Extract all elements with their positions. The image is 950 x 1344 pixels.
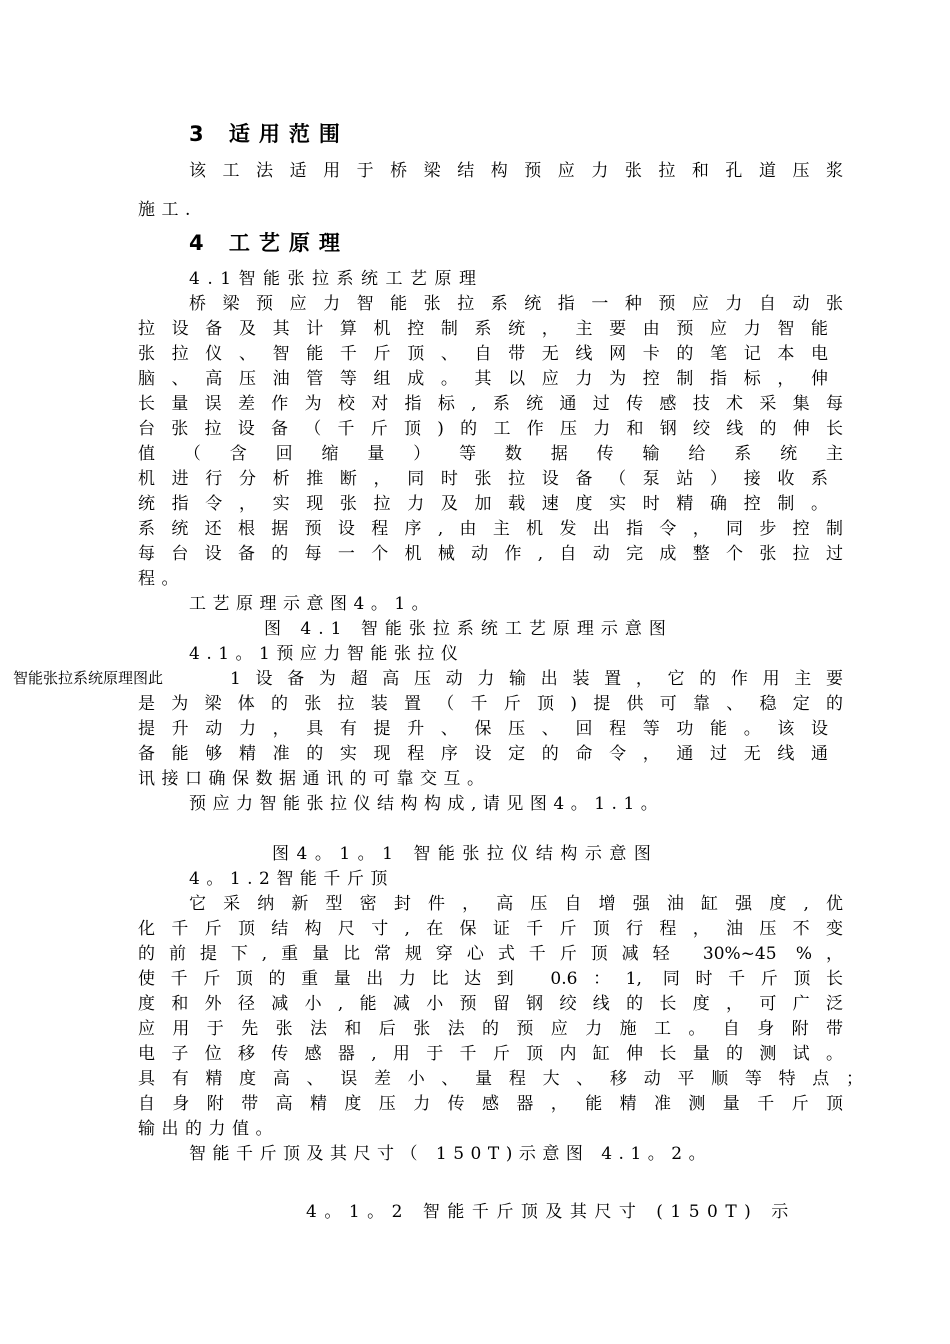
paragraph-line: 应用于先张法和后张法的预应力施工。自身附带 (138, 1019, 843, 1039)
section-3-paragraph-line: 该工法适用于桥梁结构预应力张拉和孔道压浆 (189, 161, 843, 181)
paragraph-line: 自身附带高精度压力传感器，能精准测量千斤顶 (138, 1094, 843, 1114)
paragraph-line: 拉设备及其计算机控制系统，主要由预应力智能 (138, 319, 828, 339)
paragraph-line: 桥梁预应力智能张拉系统指一种预应力自动张 (189, 294, 843, 314)
paragraph-line: 电子位移传感器,用于千斤顶内缸伸长量的测试。 (138, 1044, 843, 1064)
paragraph-line: 使千斤顶的重量出力比达到 0.6：1, 同时千斤顶长 (138, 969, 843, 989)
section-3-heading: 3 适用范围 (189, 122, 349, 146)
subsection-4-1-2-heading: 4。1.2智能千斤顶 (189, 869, 394, 889)
paragraph-line: 统指令，实现张拉力及加载速度实时精确控制。 (138, 494, 828, 514)
subsection-4-1-1-heading: 4.1。1预应力智能张拉仪 (189, 644, 465, 664)
paragraph-line: 台张拉设备（千斤顶)的工作压力和钢绞线的伸长 (138, 419, 843, 439)
figure-reference: 智能千斤顶及其尺寸（ 150T)示意图 4.1。2。 (189, 1144, 713, 1164)
figure-placeholder-label: 智能张拉系统原理图此 (13, 669, 164, 687)
paragraph-line: 备能够精准的实现程序设定的命令，通过无线通 (138, 744, 828, 764)
figure-reference: 工艺原理示意图4。1。 (189, 594, 436, 614)
section-3-paragraph-line: 施工. (138, 200, 197, 220)
paragraph-line: 提升动力，具有提升、保压、回程等功能。该设 (138, 719, 828, 739)
figure-reference: 预应力智能张拉仪结构构成,请见图4。1.1。 (189, 794, 665, 814)
paragraph-line: 讯接口确保数据通讯的可靠交互。 (138, 769, 491, 789)
paragraph-line: 机进行分析推断，同时张拉设备（泵站）接收系 (138, 469, 828, 489)
paragraph-line: 每台设备的每一个机械动作,自动完成整个张拉过 (138, 544, 843, 564)
paragraph-line: 它采纳新型密封件，高压自增强油缸强度,优 (189, 894, 843, 914)
paragraph-line: 脑、高压油管等组成。其以应力为控制指标，伸 (138, 369, 828, 389)
paragraph-line: 输出的力值。 (138, 1119, 279, 1139)
paragraph-line: 的前提下,重量比常规穿心式千斤顶减轻 30%~45 %， (138, 944, 843, 964)
paragraph-line: 系统还根据预设程序,由主机发出指令，同步控制 (138, 519, 843, 539)
paragraph-line: 1设备为超高压动力输出装置，它的作用主要 (230, 669, 843, 689)
paragraph-line: 是为梁体的张拉装置（千斤顶)提供可靠、稳定的 (138, 694, 843, 714)
figure-4-1-1-caption: 图4。1。1 智能张拉仪结构示意图 (272, 844, 659, 864)
subsection-4-1-heading: 4.1智能张拉系统工艺原理 (189, 269, 484, 289)
paragraph-line: 化千斤顶结构尺寸,在保证千斤顶行程，油压不变 (138, 919, 843, 939)
paragraph-line: 具有精度高、误差小、量程大、移动平顺等特点； (138, 1069, 863, 1089)
section-4-heading: 4 工艺原理 (189, 231, 349, 255)
paragraph-line: 值（含回缩量）等数据传输给系统主 (138, 444, 843, 464)
paragraph-line: 度和外径减小,能减小预留钢绞线的长度，可广泛 (138, 994, 843, 1014)
paragraph-line: 长量误差作为校对指标,系统通过传感技术采集每 (138, 394, 843, 414)
figure-4-1-caption: 图 4.1 智能张拉系统工艺原理示意图 (264, 619, 673, 639)
paragraph-line: 程。 (138, 569, 185, 589)
paragraph-line: 张拉仪、智能千斤顶、自带无线网卡的笔记本电 (138, 344, 828, 364)
figure-4-1-2-caption: 4。1。2 智能千斤顶及其尺寸 (150T) 示 (306, 1202, 796, 1222)
